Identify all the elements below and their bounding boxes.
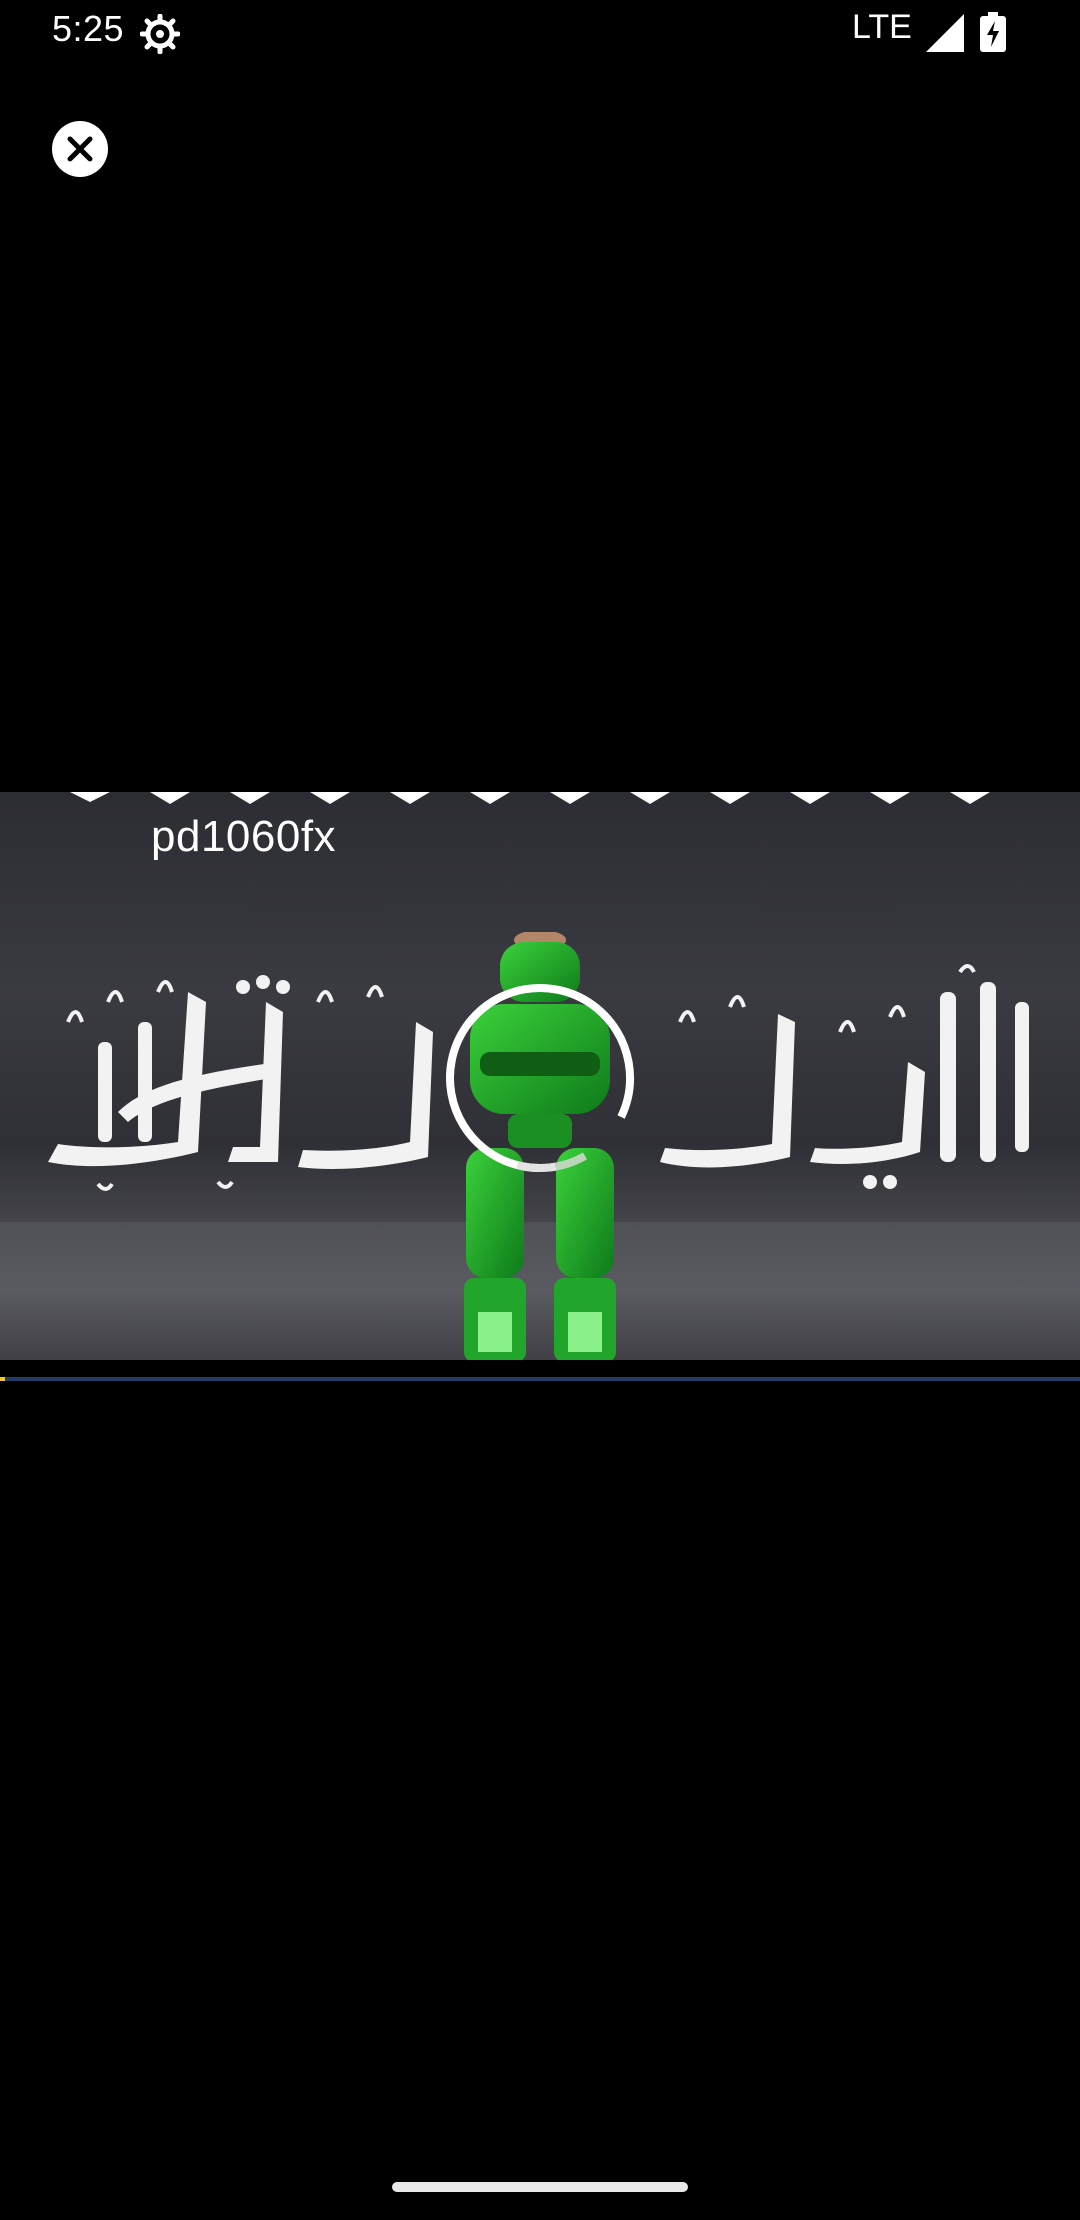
video-player[interactable] <box>0 792 1080 1360</box>
playback-progress-fill <box>0 1377 5 1381</box>
calligraphy-artwork-left <box>38 962 438 1192</box>
video-title: pd1060fx <box>151 812 337 861</box>
close-icon <box>66 135 94 163</box>
loading-spinner-icon <box>440 978 640 1178</box>
status-time: 5:25 <box>52 8 125 49</box>
battery-charging-icon <box>980 12 1006 52</box>
network-type-label: LTE <box>852 8 912 46</box>
status-bar <box>0 0 1080 66</box>
playback-progress-bar[interactable] <box>0 1377 1080 1381</box>
calligraphy-artwork-right <box>640 962 1040 1192</box>
gear-icon <box>140 14 180 54</box>
close-button[interactable] <box>52 121 108 177</box>
gesture-nav-handle[interactable] <box>392 2182 688 2192</box>
signal-icon <box>926 14 964 52</box>
